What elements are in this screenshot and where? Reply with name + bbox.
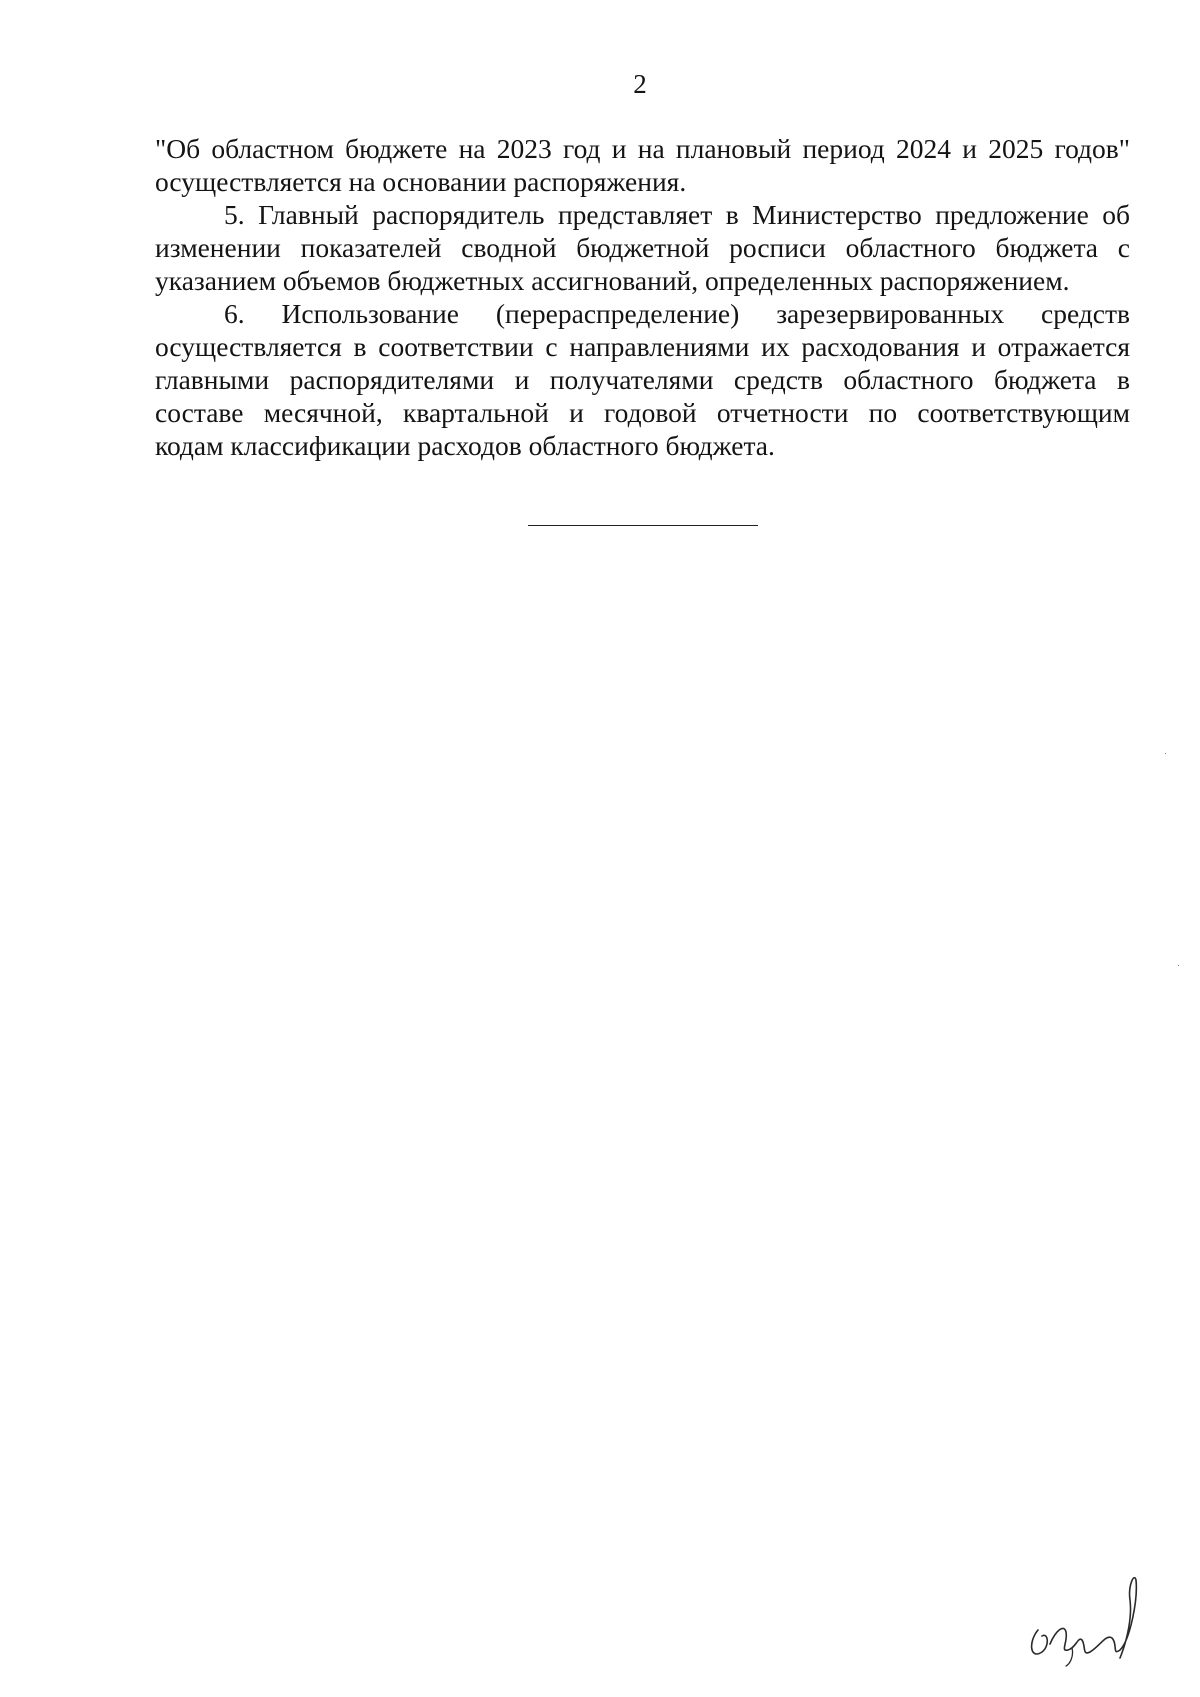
paragraph-2-line-1: 5. Главный распорядитель представляет в Министерство предложение об bbox=[224, 199, 1130, 230]
document-body bbox=[155, 132, 1130, 462]
scan-speck bbox=[1165, 753, 1166, 754]
paragraph-2-line-3: указанием объемов бюджетных ассигнований, определенных распоряжением. bbox=[155, 265, 1070, 296]
paragraph-3-line-2: осуществляется в соответствии с направлениями их расходования и отражается bbox=[155, 331, 1130, 362]
paragraph-3-line-3: главными распорядителями и получателями средств областного бюджета в bbox=[155, 364, 1130, 395]
handwritten-signature bbox=[1020, 1560, 1150, 1670]
end-of-text-separator bbox=[528, 525, 758, 526]
paragraph-2-line-2: изменении показателей сводной бюджетной росписи областного бюджета с bbox=[155, 232, 1130, 263]
paragraph-1-line-2: осуществляется на основании распоряжения. bbox=[155, 166, 687, 197]
paragraph-1-line-1: "Об областном бюджете на 2023 год и на плановый период 2024 и 2025 годов" bbox=[155, 133, 1130, 164]
paragraph-3-line-5: кодам классификации расходов областного бюджета. bbox=[155, 430, 775, 461]
page-number: 2 bbox=[633, 69, 647, 99]
paragraph-3-line-1: 6. Использование (перераспределение) зарезервированных средств bbox=[224, 298, 1130, 329]
scan-speck bbox=[1178, 965, 1179, 966]
paragraph-3-line-4: составе месячной, квартальной и годовой отчетности по соответствующим bbox=[155, 397, 1130, 428]
